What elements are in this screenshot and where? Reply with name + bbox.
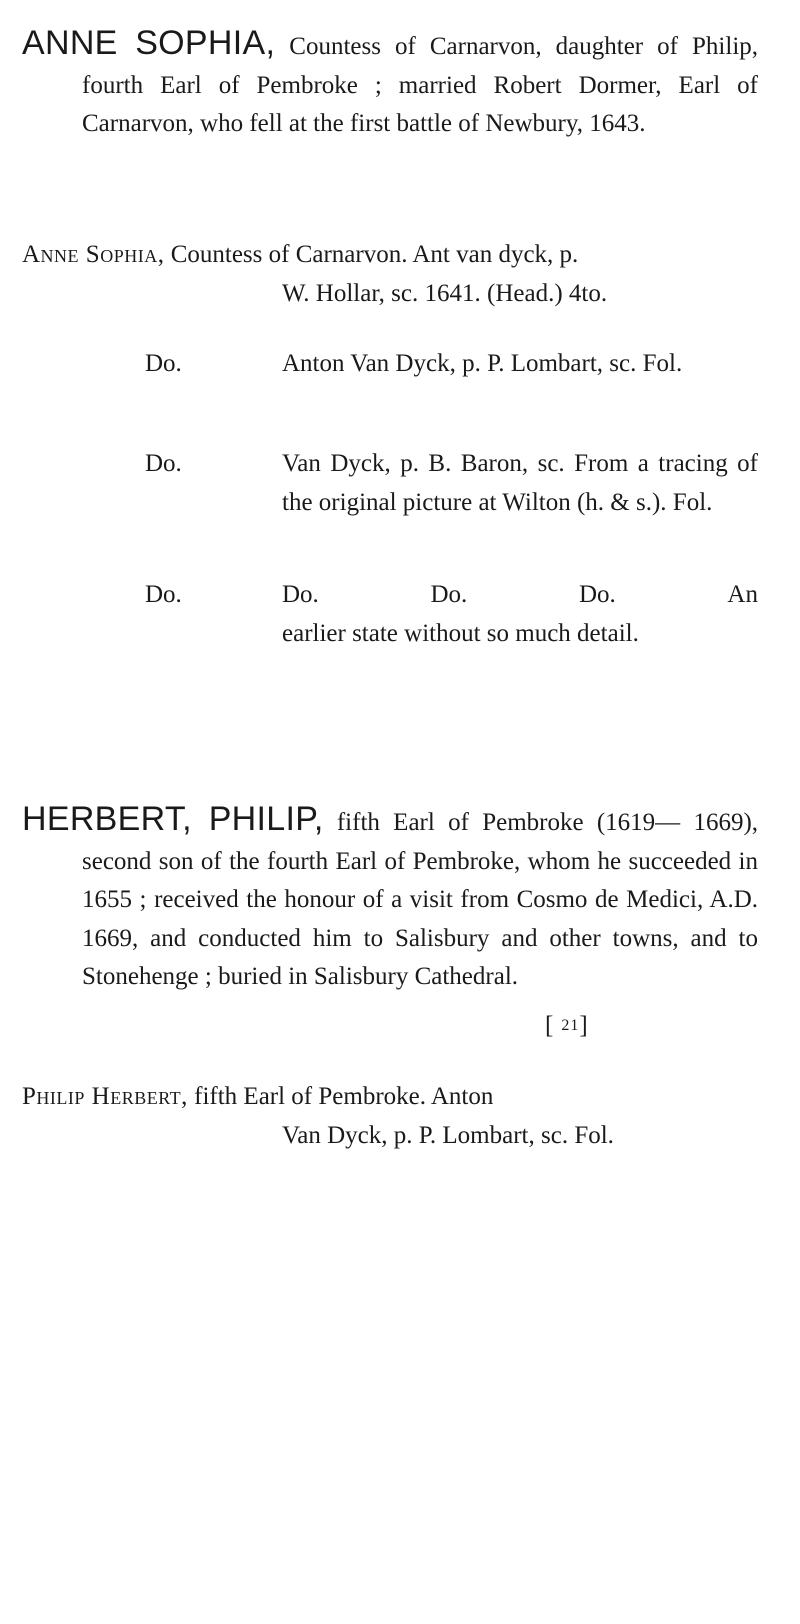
ditto-word: Do.: [282, 581, 319, 608]
portrait-line-2: W. Hollar, sc. 1641. (Head.) 4to.: [282, 279, 608, 307]
entry-line: Countess of Carnarvon, daughter of: [289, 33, 678, 60]
portrait-name: Anne Sophia,: [22, 241, 165, 268]
entry-name: ANNE SOPHIA,: [22, 24, 276, 62]
ditto-description: Anton Van Dyck, p. P. Lombart, sc. Fol.: [282, 350, 683, 377]
portrait-line-1: [22, 1078, 758, 1117]
portrait-details: Countess of Carnarvon. Ant van dyck, p.: [170, 241, 579, 268]
ditto-description: earlier state without so much detail.: [282, 619, 639, 647]
ditto-word: An: [727, 581, 758, 608]
ditto-row: [145, 445, 758, 522]
ditto-row: [145, 345, 758, 384]
entry-line: fifth Earl of Pembroke (1619—: [336, 809, 681, 836]
portrait-line-1: [22, 236, 758, 275]
folio-close-bracket: ]: [579, 1012, 596, 1039]
ditto-row: [145, 576, 758, 653]
folio-number: 21: [561, 1017, 580, 1034]
ditto-spread: [282, 576, 758, 615]
portrait-details: fifth Earl of Pembroke. Anton: [194, 1083, 494, 1110]
entry-herbert-philip: [22, 800, 758, 997]
portrait-line-2: Van Dyck, p. P. Lombart, sc. Fol.: [282, 1121, 614, 1149]
ditto-description: Van Dyck, p. B. Baron, sc. From a tracing of the original picture at Wilton (h. & s.). Fol.: [282, 450, 758, 516]
page-number: [545, 1012, 596, 1040]
folio-open-bracket: [: [545, 1012, 562, 1039]
entry-anne-sophia: [22, 24, 758, 144]
ditto-word: Do.: [578, 581, 616, 608]
entry-herbert-philip-text: [22, 800, 758, 997]
ditto-word: Do.: [430, 581, 468, 608]
ditto-label: Do.: [145, 350, 182, 377]
entry-body: 1669), second son of the fourth Earl of Pembroke, whom he succeeded in 1655 ; received the honour of a visit from Cosmo de Medici, A.D. 1669, and conducted him to Salisbury and other towns, and to Stonehenge ; buried in Salisbury Cathedral.: [82, 809, 759, 990]
ditto-label: Do.: [145, 581, 182, 608]
portrait-anne-sophia: [22, 236, 758, 313]
entry-anne-sophia-text: [22, 24, 758, 144]
ditto-label: Do.: [145, 450, 182, 477]
portrait-philip-herbert: [22, 1078, 758, 1155]
entry-name: HERBERT, PHILIP,: [22, 800, 324, 838]
portrait-name: Philip Herbert,: [22, 1083, 188, 1110]
entry-body: Philip, fourth Earl of Pembroke ; married Robert Dormer, Earl of Carnarvon, who fell at the first battle of Newbury, 1643.: [82, 33, 759, 137]
